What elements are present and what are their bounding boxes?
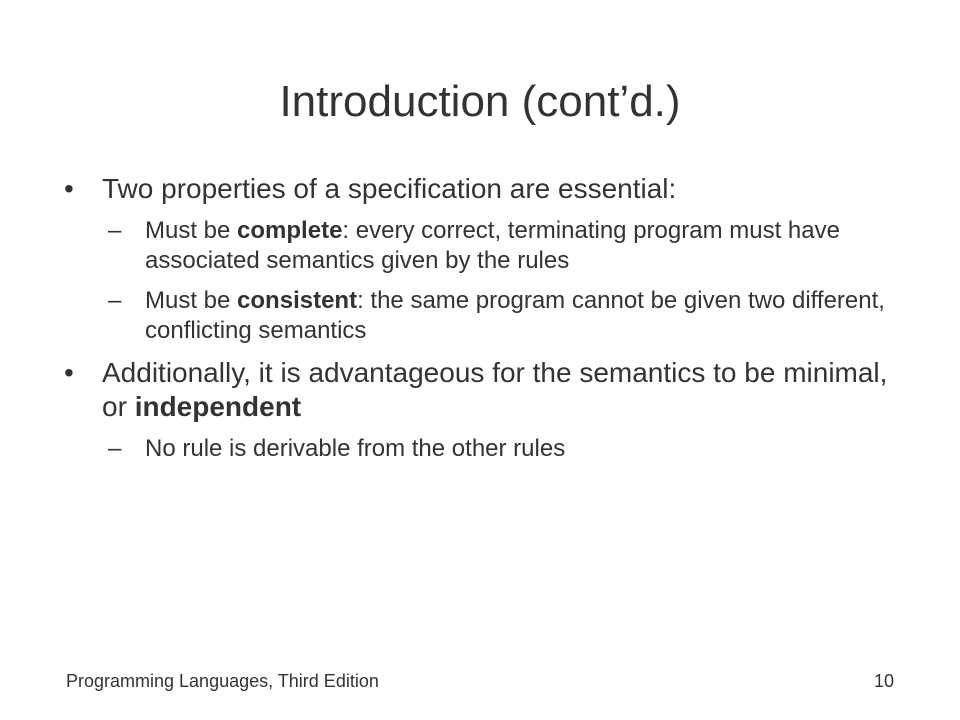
bullet-text-pre: Additionally, it is advantageous for the semantics to be minimal, or	[102, 357, 888, 422]
bullet-icon: •	[64, 357, 74, 388]
dash-icon: –	[108, 217, 122, 244]
sub-bullet-text-post: : every correct, terminating program must have associated semantics given by the rules	[145, 217, 840, 274]
keyword-consistent: consistent	[237, 287, 358, 314]
bullet-icon: •	[64, 173, 74, 204]
page-number: 10	[873, 671, 894, 691]
bullet-text: Two properties of a specification are essential:	[102, 173, 677, 204]
sub-bullet-text-post: : the same program cannot be given two different, conflicting semantics	[145, 287, 885, 344]
slide-body	[64, 172, 904, 474]
keyword-independent: independent	[134, 391, 302, 422]
sub-bullet-text-pre: Must be	[145, 287, 238, 314]
keyword-complete: complete	[237, 217, 343, 244]
dash-icon: –	[108, 435, 122, 462]
sub-bullet-no-rule	[64, 434, 904, 464]
sub-bullet-complete	[64, 216, 904, 276]
bullet-item-properties	[64, 172, 904, 206]
slide-title: Introduction (cont’d.)	[279, 77, 681, 126]
sub-bullet-text: No rule is derivable from the other rules	[145, 435, 566, 462]
footer-book-title: Programming Languages, Third Edition	[66, 671, 379, 691]
bullet-item-additionally	[64, 356, 904, 424]
sub-bullet-consistent	[64, 286, 904, 346]
dash-icon: –	[108, 287, 122, 314]
sub-bullet-text-pre: Must be	[145, 217, 238, 244]
